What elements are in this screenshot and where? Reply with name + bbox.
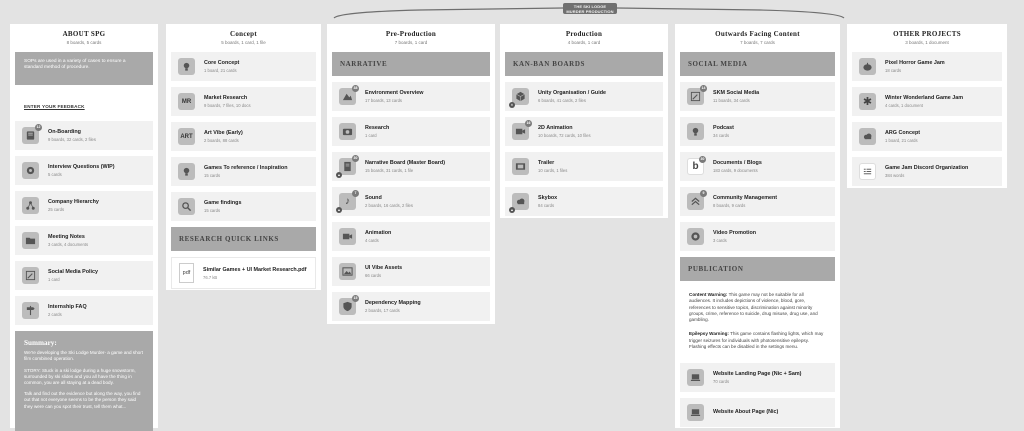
board-card-interview-questions[interactable]: [15, 156, 153, 185]
sop-note: SOPs are used in a variety of cases to ensure a standard method of procedure.: [15, 52, 153, 85]
folder-icon: [22, 232, 39, 249]
board-card-company-hierarchy[interactable]: [15, 191, 153, 220]
board-card-on-boarding[interactable]: [15, 121, 153, 150]
pencil-icon: [687, 88, 704, 105]
column-subtitle: 7 boards, 1 card: [394, 40, 428, 45]
card-title: Website Landing Page (Nic + Sam): [713, 371, 802, 378]
column-title: Outwards Facing Content: [715, 30, 800, 38]
column-header: [505, 24, 663, 52]
card-meta: 11 boards, 34 cards: [713, 98, 750, 103]
board-card-community-management[interactable]: [680, 187, 835, 216]
board-card-trailer[interactable]: [505, 152, 663, 181]
lightbulb-icon: [178, 58, 195, 75]
video-icon: [512, 123, 529, 140]
column-header: [332, 24, 490, 52]
board-card-podcast[interactable]: [680, 117, 835, 146]
card-meta: 6 boards, 41 cards, 2 files: [538, 98, 586, 103]
card-title: Meeting Notes: [48, 234, 85, 240]
board-card-website-about-page[interactable]: [680, 398, 835, 427]
board-card-meeting-notes[interactable]: [15, 226, 153, 255]
summary-paragraph: Talk and find out the evidence but along the way, you find out that not everyone seems to be the person they said they were can you spot their trust, tell them what...: [24, 391, 141, 409]
book-icon: [22, 127, 39, 144]
column-header: [15, 24, 153, 52]
count-badge: 7: [352, 190, 359, 197]
card-title: Game Jam Discord Organization: [885, 165, 969, 171]
card-meta: 1 card: [48, 277, 60, 282]
card-title: Animation: [365, 230, 392, 236]
card-title: Game findings: [204, 200, 242, 206]
card-meta: 76.7 kB: [203, 274, 218, 280]
card-meta: 2 boards, 88 cards: [204, 138, 239, 143]
globe-icon: [687, 228, 704, 245]
card-meta: 9 boards, 7 files, 10 docs: [204, 103, 251, 108]
column-header: [680, 24, 835, 52]
board-card-dependency-mapping[interactable]: [332, 292, 490, 321]
card-title: Similar Games + UI Market Research.pdf: [203, 266, 307, 273]
cube-icon: [512, 88, 529, 105]
card-title: On-Boarding: [48, 129, 81, 135]
board-card-video-promotion[interactable]: [680, 222, 835, 251]
count-badge: 15: [353, 296, 358, 300]
card-title: Documents / Blogs: [713, 160, 762, 166]
column-title: Pre-Production: [385, 30, 437, 38]
count-badge: 30: [353, 156, 358, 160]
lock-icon: ▲: [510, 208, 514, 212]
card-title: Skybox: [538, 195, 558, 201]
board-card-pixel-horror-game-jam[interactable]: [852, 52, 1002, 81]
feedback-link[interactable]: ENTER YOUR FEEDBACK: [24, 103, 85, 109]
board-card-2d-animation[interactable]: [505, 117, 663, 146]
card-title: Games To reference / Inspiration: [204, 165, 288, 171]
document-icon: [339, 158, 356, 175]
file-card-pdf[interactable]: [171, 257, 316, 289]
card-meta: 2 cards: [48, 312, 62, 317]
production-bracket: [0, 0, 1024, 24]
card-title: Podcast: [713, 125, 734, 131]
card-meta: 8 boards, 9 cards: [713, 203, 746, 208]
board-card-social-media-policy[interactable]: [15, 261, 153, 290]
card-meta: 25 cards: [48, 207, 65, 212]
laptop-icon: [687, 369, 704, 386]
card-title: Art Vibe (Early): [204, 130, 243, 136]
card-meta: 384 words: [885, 173, 905, 178]
card-meta: 10 cards, 1 files: [538, 168, 568, 173]
gear-icon: [22, 162, 39, 179]
board-card-arg-concept[interactable]: [852, 122, 1002, 151]
column-production: [500, 24, 668, 218]
column-subtitle: 7 boards, 7 cards: [740, 40, 775, 45]
film-icon: [512, 158, 529, 175]
card-title: Narrative Board (Master Board): [365, 160, 445, 166]
content-warning-text: This game may not be suitable for all audiences. It includes depictions of violence, blood, gore, references to sensitive topics, discrimination against minority groups, crime, reference to suicide, drug misuse, drug use, and gambling.: [689, 292, 818, 323]
lightbulb-icon: [687, 123, 704, 140]
column-subtitle: 8 boards, 5 cards: [66, 40, 102, 45]
column-subtitle: 4 boards, 1 card: [567, 40, 601, 45]
pumpkin-icon: [859, 58, 876, 75]
content-warnings: [680, 287, 835, 363]
camera-icon: [339, 123, 356, 140]
list-icon: [859, 163, 876, 180]
laptop-icon: [687, 404, 704, 421]
board-card-documents-blogs[interactable]: [680, 152, 835, 181]
card-meta: 34 cards: [713, 133, 730, 138]
board-card-environment-overview[interactable]: [332, 82, 490, 111]
column-subtitle: 3 boards, 1 document: [905, 40, 949, 45]
board-card-game-findings[interactable]: [171, 192, 316, 221]
market-research-icon: MR: [178, 93, 195, 110]
column-title: Concept: [230, 30, 257, 38]
summary-paragraph: We're developing the Ski Lodge Murder- a game and short film combined operation.: [24, 350, 144, 362]
column-about-spg: [10, 24, 158, 428]
column-title: Production: [565, 30, 603, 38]
board-card-sound[interactable]: [332, 187, 490, 216]
card-title: Company Hierarchy: [48, 199, 99, 205]
column-other-projects: [847, 24, 1007, 188]
summary-block: [15, 331, 153, 431]
board-card-winter-wonderland-game-jam[interactable]: [852, 87, 1002, 116]
count-badge: 9: [700, 190, 707, 197]
card-title: Video Promotion: [713, 230, 757, 236]
production-badge[interactable]: [563, 3, 617, 14]
art-icon: ART: [178, 128, 195, 145]
blog-icon: b 30: [687, 158, 704, 175]
cloud-icon: [512, 193, 529, 210]
content-warning-label: Content Warning:: [689, 292, 728, 297]
lock-icon: ▲: [337, 208, 341, 212]
card-title: Social Media Policy: [48, 269, 99, 275]
card-meta: 1 board, 21 cards: [885, 138, 918, 143]
card-meta: 17 boards, 13 cards: [365, 98, 403, 103]
lock-icon: ✕: [510, 103, 514, 107]
card-meta: 15 cards: [204, 173, 221, 178]
column-pre-production: [327, 24, 495, 324]
board-card-research[interactable]: [332, 117, 490, 146]
card-meta: 183 cards, 9 documents: [713, 168, 758, 173]
cloud-icon: [859, 128, 876, 145]
card-meta: 2 boards, 16 cards, 2 files: [365, 203, 413, 208]
board-card-website-landing-page[interactable]: [680, 363, 835, 392]
card-meta: 5 cards: [48, 172, 62, 177]
card-title: Environment Overview: [365, 90, 424, 96]
count-badge: 14: [701, 86, 706, 90]
epilepsy-warning-text: This game contains flashing lights, which may trigger seizures for individuals with photosensitive epilepsy. Flashing effects can be disabled in the settings menu.: [689, 331, 824, 350]
card-meta: 1 board, 21 cards: [204, 68, 237, 73]
column-title: ABOUT SPG: [62, 30, 106, 38]
section-publication: PUBLICATION: [680, 257, 835, 281]
card-title: Internship FAQ: [48, 304, 87, 310]
section-research-quick-links: RESEARCH QUICK LINKS: [171, 227, 316, 251]
board-card-narrative-board[interactable]: [332, 152, 490, 181]
card-title: Community Management: [713, 195, 778, 201]
card-title: Dependency Mapping: [365, 300, 421, 306]
chevron-up-icon: [687, 193, 704, 210]
card-title: Trailer: [538, 160, 555, 166]
card-meta: 1 card: [365, 133, 377, 138]
card-meta: 15 boards, 31 cards, 1 file: [365, 168, 414, 173]
card-title: Unity Organisation / Guide: [538, 90, 606, 96]
card-meta: 4 cards: [365, 238, 379, 243]
production-badge-line1: THE SKI LODGE: [573, 3, 607, 9]
production-bracket-line: [0, 0, 1024, 24]
board-card-core-concept[interactable]: [171, 52, 316, 81]
card-meta: 18 cards: [885, 68, 902, 73]
signpost-icon: [22, 302, 39, 319]
count-badge: 16: [526, 121, 531, 125]
pdf-file-icon: pdf: [179, 263, 194, 283]
magnifier-icon: [178, 198, 195, 215]
lock-icon: ▲: [337, 173, 341, 177]
section-social-media: SOCIAL MEDIA: [680, 52, 835, 76]
production-badge-line2: MURDER PRODUCTION: [566, 8, 614, 14]
card-meta: 66 cards: [365, 273, 382, 278]
summary-title: Summary:: [24, 339, 57, 347]
board-card-skm-social-media[interactable]: [680, 82, 835, 111]
card-meta: 10 boards, 72 cards, 10 files: [538, 133, 591, 138]
section-kan-ban-boards: KAN-BAN BOARDS: [505, 52, 663, 76]
shield-icon: [339, 298, 356, 315]
card-title: Winter Wonderland Game Jam: [885, 95, 964, 101]
board-card-ui-vibe-assets[interactable]: [332, 257, 490, 286]
card-title: Sound: [365, 195, 382, 201]
card-title: UI Vibe Assets: [365, 265, 403, 271]
music-note-icon: ♪ 7 ▲: [339, 193, 356, 210]
card-meta: 15 cards: [204, 208, 221, 213]
card-title: Research: [365, 125, 390, 131]
card-title: Website About Page (Nic): [713, 408, 779, 415]
lightbulb-icon: [178, 163, 195, 180]
section-narrative: NARRATIVE: [332, 52, 490, 76]
card-title: 2D Animation: [538, 125, 573, 131]
card-meta: 84 cards: [538, 203, 555, 208]
board-card-animation[interactable]: [332, 222, 490, 251]
video-icon: [339, 228, 356, 245]
column-title: OTHER PROJECTS: [893, 30, 961, 38]
board-card-skybox[interactable]: [505, 187, 663, 216]
board-card-internship-faq[interactable]: [15, 296, 153, 325]
board-card-art-vibe[interactable]: [171, 122, 316, 151]
card-title: Core Concept: [204, 60, 240, 66]
epilepsy-warning-label: Epilepsy Warning:: [689, 331, 729, 337]
card-title: Market Research: [204, 95, 248, 101]
column-subtitle: 5 boards, 1 card, 1 file: [221, 40, 266, 45]
card-title: Pixel Horror Game Jam: [885, 60, 945, 66]
card-meta: 9 boards, 32 cards, 2 files: [48, 137, 96, 142]
card-title: Interview Questions (WIP): [48, 164, 115, 170]
column-outwards-facing-content: [675, 24, 840, 428]
card-meta: 3 cards, 4 documents: [48, 242, 89, 247]
mountain-icon: [339, 88, 356, 105]
card-meta: 4 cards, 1 document: [885, 103, 923, 108]
count-badge: 38: [353, 86, 358, 90]
column-header: [171, 24, 316, 52]
pencil-icon: [22, 267, 39, 284]
count-badge: 30: [700, 157, 705, 161]
card-title: ARG Concept: [885, 130, 921, 136]
image-icon: [339, 263, 356, 280]
board-card-market-research[interactable]: [171, 87, 316, 116]
document-card-game-jam-discord[interactable]: [852, 157, 1002, 186]
summary-paragraph: STORY: Stuck in a ski lodge during a huge snowstorm, surrounded by ski slides and you all have the thing in common, you are all staying at a dead body.: [24, 367, 136, 386]
card-meta: 2 boards, 17 cards: [365, 308, 400, 313]
board-card-games-reference[interactable]: [171, 157, 316, 186]
card-title: SKM Social Media: [713, 90, 760, 96]
count-badge: 12: [36, 125, 41, 129]
card-meta: 70 cards: [713, 379, 730, 385]
snowflake-icon: ✱: [859, 93, 876, 110]
card-meta: 3 cards: [713, 238, 727, 243]
board-card-unity-organisation[interactable]: [505, 82, 663, 111]
column-concept: [166, 24, 321, 290]
hierarchy-icon: [22, 197, 39, 214]
column-header: [852, 24, 1002, 52]
